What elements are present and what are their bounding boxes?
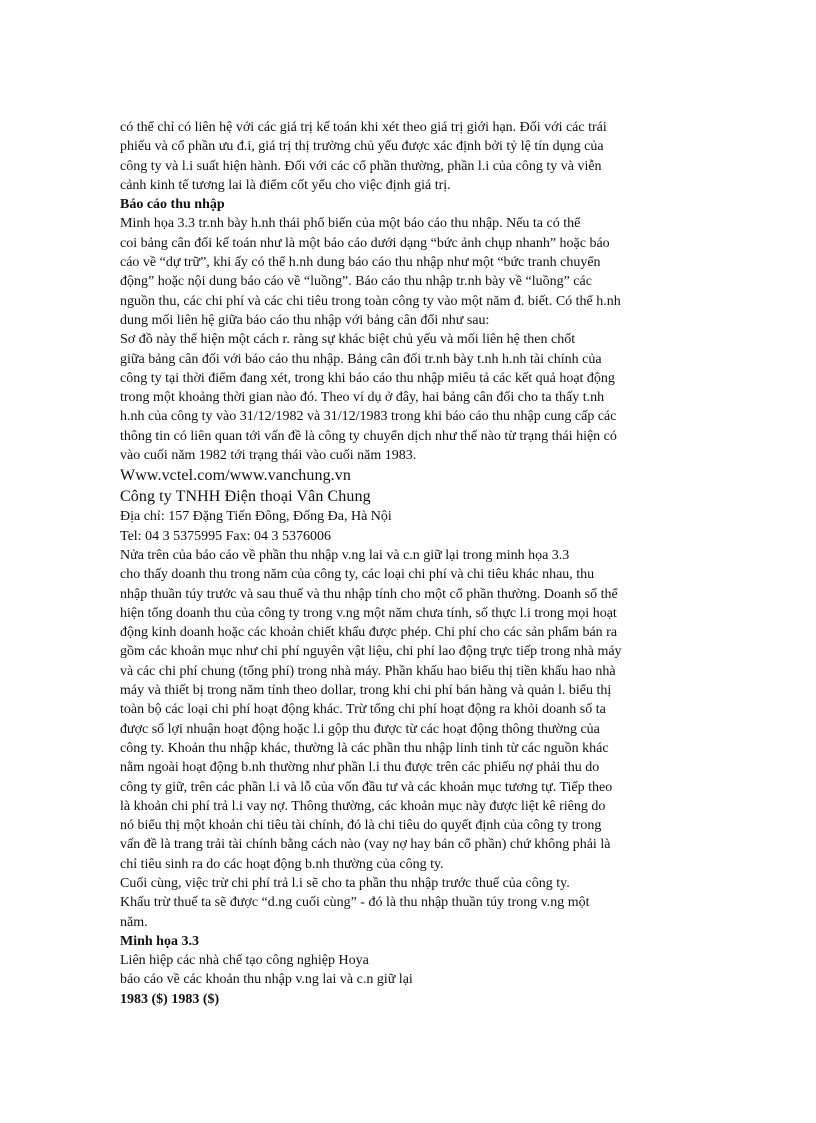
text-line: nguồn thu, các chi phí và các chi tiêu trong toàn công ty vào một năm đ. biết. Có thể h.nh <box>120 293 621 309</box>
text-line: công ty. Khoản thu nhập khác, thường là các phần thu nhập linh tinh từ các nguồn khác <box>120 740 609 756</box>
text-line: công ty giữ, trên các phần l.i và lỗ của vốn đầu tư và các khoản mục tương tự. Tiếp theo <box>120 779 613 795</box>
paragraph-net-income <box>120 874 700 932</box>
text-line: được số lợi nhuận hoạt động hoặc l.i gộp thu được từ các hoạt động thông thường của <box>120 721 600 737</box>
text-line: động kinh doanh hoặc các khoản chiết khấu được phép. Chi phí cho các sản phẩm bán ra <box>120 625 618 641</box>
text-line: chỉ tiêu sinh ra do các hoạt động b.nh thường của công ty. <box>120 856 444 872</box>
contact-block <box>120 465 700 546</box>
text-line: h.nh của công ty vào 31/12/1982 và 31/12/1983 trong khi báo cáo thu nhập cung cấp các <box>120 409 617 425</box>
exhibit-column-headers: 1983 ($) 1983 ($) <box>120 991 220 1007</box>
text-line: vào cuối năm 1982 tới trạng thái vào cuối năm 1983. <box>120 448 417 464</box>
text-line: và các chi phí chung (tổng phí) trong nhà máy. Phần khấu hao biểu thị tiền khấu hao nhà <box>120 663 616 679</box>
exhibit-heading: Minh họa 3.3 <box>120 933 199 949</box>
company-address: Địa chỉ: 157 Đặng Tiến Đông, Đống Đa, Hà Nội <box>120 509 392 525</box>
text-line: hiện tổng doanh thu của công ty trong v.ng một năm chưa tính, số thực l.i trong mọi hoạt <box>120 605 617 621</box>
text-line: là khoản chi phí trả l.i vay nợ. Thông thường, các khoản mục này được liệt kê riêng do <box>120 798 606 814</box>
text-line: có thể chỉ có liên hệ với các giá trị kế toán khi xét theo giá trị giới hạn. Đối với các trái <box>120 120 607 135</box>
text-line: toàn bộ các loại chi phí hoạt động khác. Trừ tổng chi phí hoạt động ra khỏi doanh số ta <box>120 702 606 718</box>
text-line: máy và thiết bị trong năm tính theo dollar, trong khi chi phí bán hàng và quản l. biểu thị <box>120 683 612 699</box>
text-line: Nửa trên của báo cáo về phần thu nhập v.ng lai và c.n giữ lại trong minh họa 3.3 <box>120 547 570 563</box>
text-line: cho thấy doanh thu trong năm của công ty, các loại chi phí và chi tiêu khác nhau, thu <box>120 567 595 583</box>
text-line: nó biểu thị một khoản chi tiêu tài chính, đó là chi tiêu do quyết định của công ty trong <box>120 818 602 834</box>
paragraph-income-details <box>120 546 700 874</box>
text-line: Minh họa 3.3 tr.nh bày h.nh thái phổ biến của một báo cáo thu nhập. Nếu ta có thể <box>120 216 581 232</box>
paragraph-valuation <box>120 118 700 195</box>
company-name: Công ty TNHH Điện thoại Vân Chung <box>120 488 371 506</box>
text-line: dung mối liên hệ giữa báo cáo thu nhập với bảng cân đối như sau: <box>120 312 490 328</box>
text-line: vấn đề là trang trải tài chính bằng cách nào (vay nợ hay bán cổ phần) chứ không phải là <box>120 837 611 853</box>
text-line: nằm ngoài hoạt động b.nh thường như phần l.i thu được trên các phiếu nợ phải thu do <box>120 760 600 776</box>
company-phone: Tel: 04 3 5375995 Fax: 04 3 5376006 <box>120 528 331 544</box>
exhibit-caption <box>120 951 700 990</box>
website-link[interactable]: Www.vctel.com/www.vanchung.vn <box>120 467 351 485</box>
paragraph-diagram-explanation <box>120 330 700 465</box>
text-line: Liên hiệp các nhà chế tạo công nghiệp Hoya <box>120 953 369 969</box>
text-line: phiếu và cổ phần ưu đ.i, giá trị thị trường chủ yếu được xác định bởi tỷ lệ tín dụng của <box>120 139 604 155</box>
text-line: Sơ đồ này thể hiện một cách r. ràng sự khác biệt chủ yếu và mối liên hệ then chốt <box>120 332 576 348</box>
text-line: nhập thuần túy trước và sau thuế và thu nhập tính cho một cổ phần thường. Doanh số thể <box>120 586 618 602</box>
text-line: gồm các khoản mục như chi phí nguyên vật liệu, chi phí lao động trực tiếp trong nhà máy <box>120 644 622 660</box>
text-line: Khấu trừ thuế ta sẽ được “d.ng cuối cùng” - đó là thu nhập thuần túy trong v.ng một <box>120 895 590 911</box>
text-line: giữa bảng cân đối với báo cáo thu nhập. Bảng cân đối tr.nh bày t.nh h.nh tài chính của <box>120 351 602 367</box>
text-line: cảnh kinh tế tương lai là điểm cốt yếu cho việc định giá trị. <box>120 177 451 193</box>
text-line: động” hoặc nội dung báo cáo về “luồng”. Báo cáo thu nhập tr.nh bày về “luồng” các <box>120 274 592 290</box>
text-line: cáo về “dự trữ”, khi ấy có thể h.nh dung báo cáo thu nhập như một “bức tranh chuyển <box>120 255 601 271</box>
text-line: báo cáo về các khoản thu nhập v.ng lai và c.n giữ lại <box>120 972 413 988</box>
text-line: năm. <box>120 914 148 930</box>
text-line: công ty và l.i suất hiện hành. Đối với các cổ phần thường, phần l.i của công ty và viễn <box>120 158 602 174</box>
text-line: Cuối cùng, việc trừ chi phí trả l.i sẽ cho ta phần thu nhập trước thuế của công ty. <box>120 875 570 891</box>
section-heading-income-statement: Báo cáo thu nhập <box>120 197 225 213</box>
text-line: coi bảng cân đối kế toán như là một báo cáo dưới dạng “bức ảnh chụp nhanh” hoặc báo <box>120 235 610 251</box>
text-line: trong một khoảng thời gian nào đó. Theo ví dụ ở đây, hai bảng cân đối cho ta thấy t.nh <box>120 390 605 406</box>
text-line: thông tin có liên quan tới vấn đề là công ty chuyển dịch như thế nào từ trạng thái hiện có <box>120 428 617 444</box>
paragraph-income-statement-intro <box>120 214 700 330</box>
text-line: công ty tại thời điểm đang xét, trong khi báo cáo thu nhập miêu tả các kết quả hoạt động <box>120 370 615 386</box>
document-page <box>120 118 700 1009</box>
